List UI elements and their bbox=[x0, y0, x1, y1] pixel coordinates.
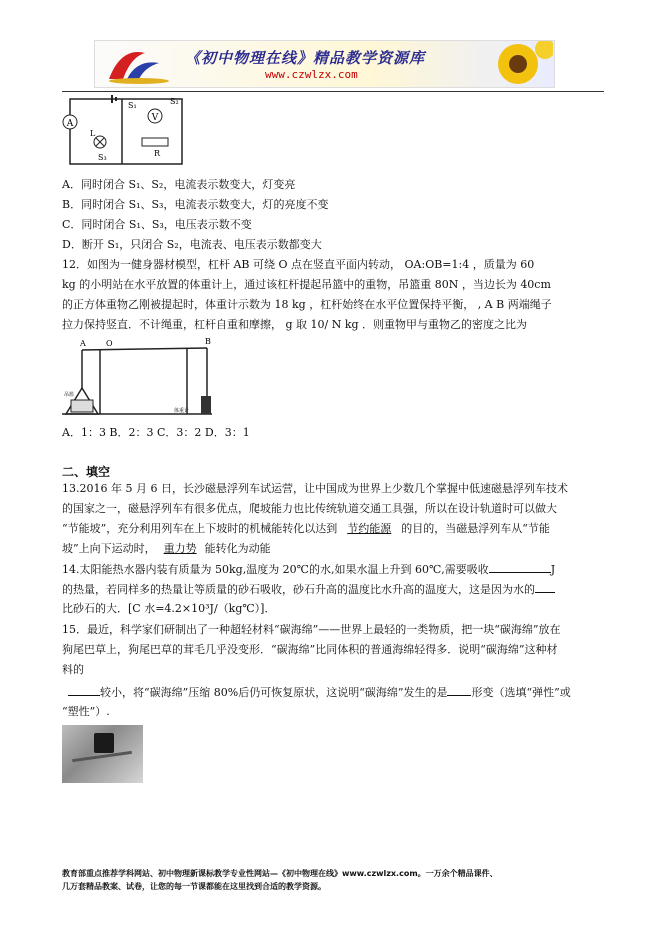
resistor-label: R bbox=[154, 149, 161, 158]
answer-blank-1: 节约能源 bbox=[347, 522, 392, 535]
lamp-label: L bbox=[90, 129, 96, 138]
q15-line2: 狗尾巴草上，狗尾巴草的茸毛几乎没变形．“碳海绵”比同体积的普通海绵轻得多．说明“碳海绵”这种材 bbox=[62, 643, 558, 656]
q15-line1: 15．最近，科学家们研制出了一种超轻材料“碳海绵”——世界上最轻的一类物质，把一块“碳海绵”放在 bbox=[62, 623, 561, 636]
fill-blank-water[interactable] bbox=[535, 582, 555, 593]
scale-label: 体重计 bbox=[174, 408, 190, 414]
sunflower-image bbox=[483, 41, 553, 87]
s1-label: S₁ bbox=[128, 101, 137, 110]
ammeter-label: A bbox=[66, 119, 74, 129]
s3-label: S₃ bbox=[98, 153, 107, 162]
banner-url[interactable]: www.czwlzx.com bbox=[265, 68, 358, 81]
q12-answers: A．1：3 B．2：3 C．3：2 D．3：1 bbox=[62, 426, 250, 439]
basket-label: 吊篮 bbox=[64, 392, 75, 398]
fill-blank-heat[interactable] bbox=[489, 562, 551, 573]
q13-line4: 坡”上向下运动时， 重力势 能转化为动能 bbox=[62, 542, 271, 555]
carbon-sponge-photo bbox=[62, 725, 143, 783]
voltmeter-label: V bbox=[151, 113, 159, 123]
q13-line1: 13.2016 年 5 月 6 日，长沙磁悬浮列车试运营，让中国成为世界上少数几个掌握中低速磁悬浮列车技术 bbox=[62, 482, 568, 495]
option-d: D．断开 S₁，只闭合 S₂，电流表、电压表示数都变大 bbox=[62, 238, 322, 251]
q15-line4: 较小，将“碳海绵”压缩 80%后仍可恢复原状，这说明“碳海绵”发生的是 形变（选填“弹性”或 bbox=[62, 685, 571, 700]
q12-line2: kg 的小明站在水平放置的体重计上，通过该杠杆提起吊篮中的重物，吊篮重 80N ，当边长为 40cm bbox=[62, 278, 551, 291]
q12-line1: 12．如图为一健身器材模型，杠杆 AB 可绕 O 点在竖直平面内转动， OA:OB=1:4 ，质量为 60 bbox=[62, 258, 535, 271]
footer-line1: 教育部重点推荐学科网站、初中物理新课标教学专业性网站—《初中物理在线》www.czwlzx.com。一万余个精品课件、 bbox=[62, 869, 498, 878]
q13-line3: “节能坡”，充分利用列车在上下坡时的机械能转化以达到 节约能源 的目的，当磁悬浮列车从“节能 bbox=[62, 522, 550, 535]
sponge-block bbox=[94, 733, 114, 753]
q14-line3: 比砂石的大．[C 水=4.2×10³J/（kg℃）]． bbox=[62, 602, 276, 615]
footer-line2: 几万套精品教案、试卷，让您的每一节课都能在这里找到合适的教学资源。 bbox=[62, 882, 326, 891]
q15-line3: 料的 bbox=[62, 663, 84, 676]
header-banner bbox=[94, 40, 555, 88]
q14-line2: 的热量，若同样多的热量让等质量的砂石吸收，砂石升高的温度比水升高的温度大，这是因为水的 bbox=[62, 582, 555, 597]
answer-blank-2: 重力势 bbox=[163, 542, 197, 555]
banner-title: 《初中物理在线》精品教学资源库 bbox=[185, 49, 426, 67]
q12-line3: 的正方体重物乙刚被提起时，体重计示数为 18 kg ，杠杆始终在水平位置保持平衡， , A B 两端绳子 bbox=[62, 298, 552, 311]
fill-blank-density[interactable] bbox=[68, 685, 100, 696]
site-logo bbox=[101, 43, 171, 85]
lever-o-label: O bbox=[106, 339, 113, 348]
section-heading: 二、填空 bbox=[62, 465, 111, 479]
q15-line5: “塑性”）. bbox=[62, 705, 110, 718]
option-c: C．同时闭合 S₁、S₃，电压表示数不变 bbox=[62, 218, 252, 231]
q12-line4: 拉力保持竖直．不计绳重，杠杆自重和摩擦， g 取 10/ N kg ．则重物甲与重物乙的密度之比为 bbox=[62, 318, 528, 331]
option-b: B．同时闭合 S₁、S₃，电流表示数变大，灯的亮度不变 bbox=[62, 198, 329, 211]
s2-label: S₂ bbox=[170, 97, 179, 106]
q14-line1: 14.太阳能热水器内装有质量为 50kg,温度为 20℃的水,如果水温上升到 60℃,需要吸收 J bbox=[62, 563, 556, 576]
circuit-diagram bbox=[62, 94, 190, 170]
header-rule bbox=[62, 91, 604, 92]
footer-text bbox=[62, 867, 607, 893]
lever-diagram bbox=[62, 336, 214, 418]
option-a: A．同时闭合 S₁、S₂，电流表示数变大，灯变亮 bbox=[62, 178, 296, 191]
lever-b-label: B bbox=[205, 337, 211, 346]
q13-line2: 的国家之一，磁悬浮列车有很多优点，爬坡能力也比传统轨道交通工具强，所以在设计轨道时可以做大 bbox=[62, 502, 557, 515]
fill-blank-deformation[interactable] bbox=[447, 685, 471, 696]
lever-a-label: A bbox=[80, 339, 86, 348]
